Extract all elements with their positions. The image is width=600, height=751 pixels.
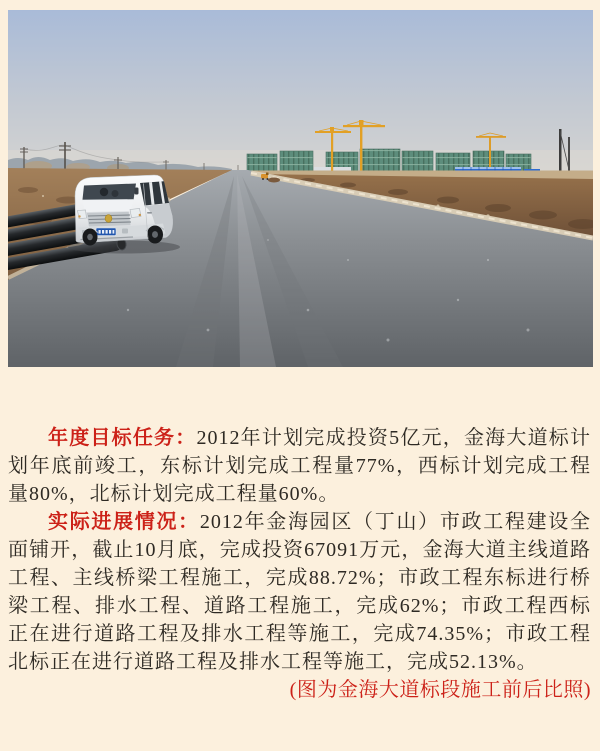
actual-progress-body: 2012年金海园区（丁山）市政工程建设全面铺开，截止10月底，完成投资67091万元，金海大道主线道路工程、主线桥梁工程施工，完成88.72%；市政工程东标进行桥梁工程、排水工程、道路工程施工，完成62%；市政工程西标正在进行道路工程及排水工程等施工，完成74.35%；市政工程北标正在进行道路工程及排水工程等施工，完成52.13%。 bbox=[8, 511, 592, 673]
turn-signal bbox=[139, 214, 141, 216]
annual-target-heading: 年度目标任务： bbox=[48, 427, 197, 449]
rear-hub bbox=[152, 231, 158, 238]
paragraph-annual-target-tasks bbox=[8, 424, 591, 508]
van-hood bbox=[83, 200, 134, 213]
dirt-pile bbox=[268, 178, 280, 183]
front-hub bbox=[87, 234, 93, 240]
driver bbox=[100, 188, 108, 196]
van-logo bbox=[105, 215, 112, 223]
van-mirror bbox=[135, 188, 139, 195]
bumper-vent bbox=[122, 229, 128, 234]
paragraph-actual-progress bbox=[8, 508, 591, 676]
construction-photo bbox=[8, 10, 593, 367]
actual-progress-heading: 实际进展情况： bbox=[48, 511, 200, 533]
van-headlight-right bbox=[130, 209, 141, 218]
door-handle bbox=[147, 212, 152, 214]
annual-target-body: 2012年计划完成投资5亿元，金海大道标计划年底前竣工，东标计划完成工程量77%，西标计划完成工程量80%，北标计划完成工程量60%。 bbox=[8, 427, 592, 505]
passenger-seat bbox=[112, 190, 119, 197]
van-windshield bbox=[83, 184, 137, 201]
turn-signal bbox=[78, 215, 80, 217]
report-text bbox=[8, 424, 591, 704]
construction-photo-art bbox=[8, 10, 593, 367]
photo-caption: (图为金海大道标段施工前后比照) bbox=[289, 679, 591, 701]
